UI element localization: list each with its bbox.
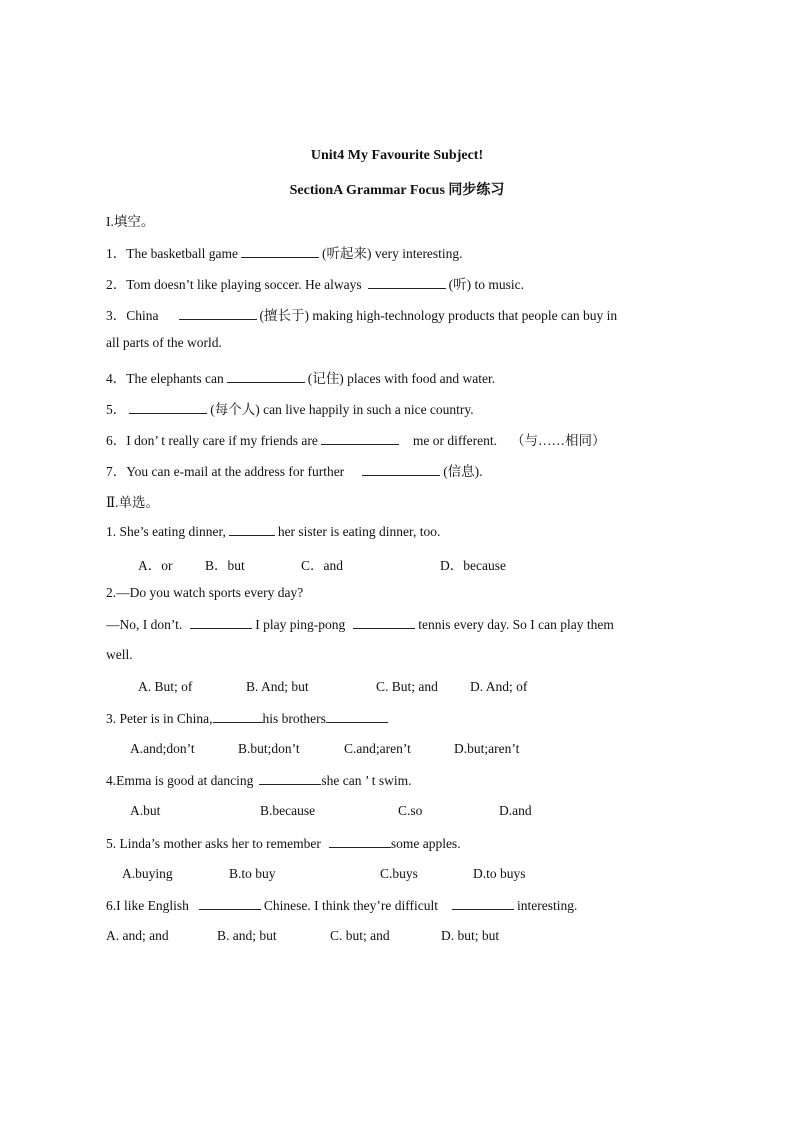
part1-question-1: 1．The basketball game (听起来) very interesting. [106,246,463,261]
answer-blank[interactable] [329,835,391,848]
option-d[interactable]: D.but;aren’t [454,741,520,756]
part2-question-4-options [130,803,532,819]
option-d[interactable]: D．because [440,558,506,573]
option-d[interactable]: D. but; but [441,928,500,943]
part1-question-5: 5． (每个人) can live happily in such a nice country. [106,402,474,417]
answer-blank[interactable] [229,523,275,536]
option-d[interactable]: D.and [499,803,532,818]
part2-question-1-options [138,554,506,574]
option-c[interactable]: C. but; and [330,928,390,943]
part1-question-3: 3．China (擅长于) making high-technology products that people can buy in [106,308,618,323]
part1-heading: I.填空。 [106,214,155,229]
part2-question-3-options [130,741,519,757]
answer-blank[interactable] [190,616,252,629]
part2-question-2: 2.—Do you watch sports every day? [106,585,304,600]
answer-blank[interactable] [129,401,207,414]
option-a[interactable]: A. and; and [106,928,169,943]
page-subtitle: SectionA Grammar Focus 同步练习 [289,183,505,198]
option-a[interactable]: A.but [130,803,161,818]
answer-blank[interactable] [353,616,415,629]
option-b[interactable]: B.to buy [229,866,276,881]
page-title: Unit4 My Favourite Subject! [310,148,484,163]
part1-question-3-cont: all parts of the world. [106,335,222,350]
part2-question-1: 1. She’s eating dinner, her sister is eating dinner, too. [106,524,441,539]
option-c[interactable]: C.so [398,803,423,818]
answer-blank[interactable] [199,897,261,910]
part1-question-7: 7．You can e-mail at the address for further (信息). [106,464,483,479]
option-d[interactable]: D. And; of [470,679,528,694]
answer-blank[interactable] [368,276,446,289]
part2-heading: Ⅱ.单选。 [106,495,160,510]
answer-blank[interactable] [452,897,514,910]
part1-question-2: 2．Tom doesn’t like playing soccer. He always (听) to music. [106,277,524,292]
answer-blank[interactable] [362,463,440,476]
option-c[interactable]: C. But; and [376,679,438,694]
answer-blank[interactable] [213,710,263,723]
option-b[interactable]: B.but;don’t [238,741,300,756]
option-c[interactable]: C.and;aren’t [344,741,411,756]
option-a[interactable]: A. But; of [138,679,193,694]
option-c[interactable]: C.buys [380,866,418,881]
part2-question-6: 6.I like English Chinese. I think they’re difficult interesting. [106,898,578,913]
option-a[interactable]: A．or [138,558,173,573]
answer-blank[interactable] [179,307,257,320]
option-a[interactable]: A.and;don’t [130,741,195,756]
part2-question-2-options [138,679,527,695]
answer-blank[interactable] [321,432,399,445]
part1-question-6: 6．I don’ t really care if my friends are me or different. （与……相同） [106,433,606,448]
part2-question-5: 5. Linda’s mother asks her to remember some apples. [106,836,461,851]
part1-question-4: 4．The elephants can (记住) places with food and water. [106,371,496,386]
part2-question-6-options [106,928,499,944]
part2-question-2-cont: well. [106,647,133,662]
option-b[interactable]: B.because [260,803,316,818]
option-a[interactable]: A.buying [122,866,173,881]
part2-question-4: 4.Emma is good at dancing she can ’ t swim. [106,773,412,788]
answer-blank[interactable] [241,245,319,258]
option-c[interactable]: C．and [301,558,343,573]
part2-question-2-reply: —No, I don’t. I play ping-pong tennis every day. So I can play them [106,617,614,632]
part2-question-5-options [122,866,526,882]
option-b[interactable]: B. and; but [217,928,277,943]
part2-question-3: 3. Peter is in China, his brothers [106,710,388,727]
answer-blank[interactable] [326,710,388,723]
option-b[interactable]: B．but [205,558,245,573]
answer-blank[interactable] [259,772,321,785]
option-d[interactable]: D.to buys [473,866,526,881]
answer-blank[interactable] [227,370,305,383]
option-b[interactable]: B. And; but [246,679,309,694]
